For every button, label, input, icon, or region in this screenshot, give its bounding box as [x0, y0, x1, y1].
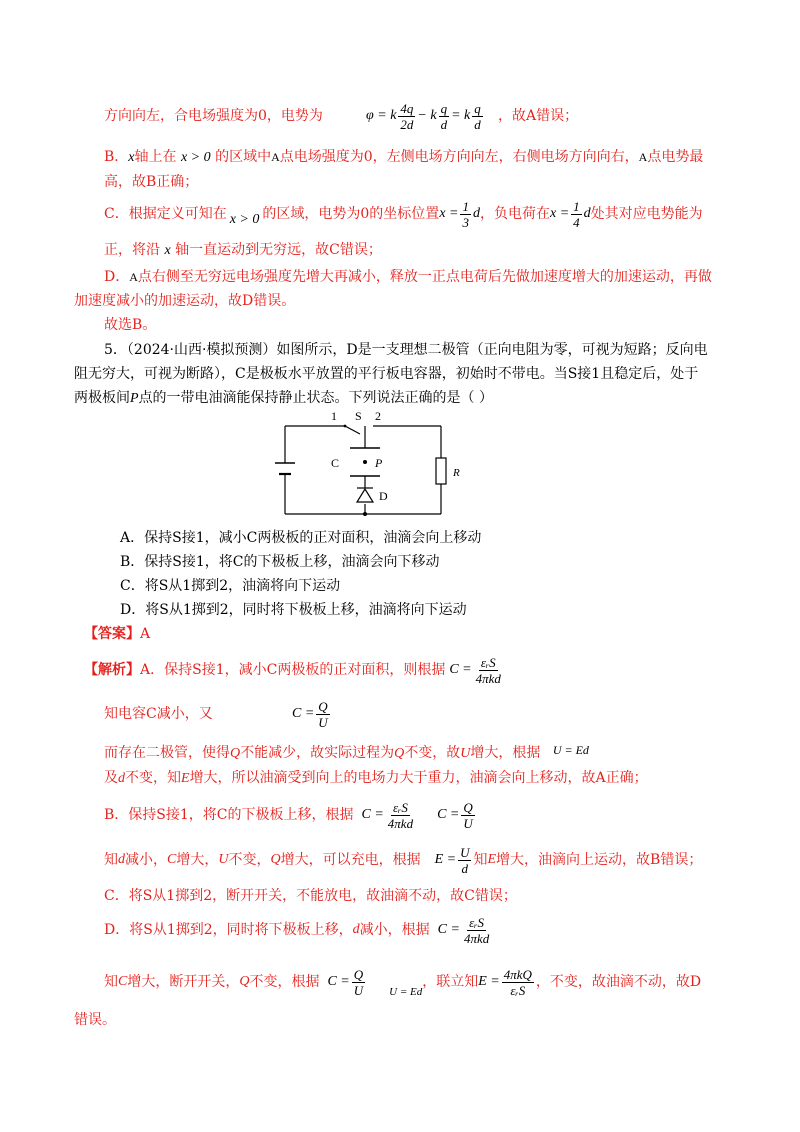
den: 4πkd: [475, 670, 501, 686]
math-C-eq: C =: [437, 807, 460, 822]
math-P: P: [130, 391, 139, 406]
answer-line: [84, 624, 150, 644]
text: D．将S从1掷到2，同时将下极板上移，油滴将向下运动: [120, 602, 467, 618]
text: B．保持S接1，将C的下极板上移，油滴会向下移动: [120, 554, 440, 570]
text: 点的一带电油滴能保持静止状态。下列说法正确的是（ ）: [138, 390, 494, 406]
text: D．: [104, 269, 130, 285]
fraction: [474, 655, 503, 686]
math-E: E: [181, 771, 190, 786]
den: 4πkd: [463, 930, 490, 946]
analysis-line-3: [104, 743, 589, 764]
den: U: [463, 815, 473, 831]
text: 正，将沿: [104, 242, 160, 258]
fraction: [502, 967, 534, 998]
question-5-line-2: [74, 364, 698, 384]
num: U: [460, 844, 470, 860]
math-Q: Q: [230, 746, 241, 761]
text: 减小，根据: [359, 922, 430, 938]
math-Q: Q: [270, 852, 281, 867]
text: 不变，故: [404, 745, 461, 761]
analysis-line-8: [104, 910, 493, 950]
math-U-eq-Ed: U = Ed: [552, 743, 589, 757]
math-d: d: [118, 852, 125, 867]
analysis-line-9: [104, 960, 701, 1004]
den: 4: [573, 214, 580, 230]
text-line-5: [104, 240, 382, 261]
math-Q: Q: [394, 746, 405, 761]
question-5-line-3: [74, 388, 493, 409]
den: d: [461, 860, 469, 876]
option-A: [120, 528, 481, 548]
num: q: [474, 100, 481, 116]
switch-pivot: [344, 425, 347, 428]
question-5-line-1: [104, 340, 708, 360]
fraction: [461, 800, 474, 831]
text: C．根据定义可知在: [104, 206, 227, 222]
text: 及: [104, 770, 118, 786]
answer-value: A: [140, 626, 151, 642]
math-A: A: [271, 150, 280, 164]
text: 增大，: [176, 852, 219, 868]
analysis-line-10: [74, 1010, 116, 1030]
text: 5．（2024·山西·模拟预测）如图所示，D是一支理想二极管（正向电阻为零，可视为短路；反向电: [104, 342, 708, 358]
label-1: 1: [331, 409, 337, 423]
text-line-3: [104, 172, 198, 192]
option-D: [120, 600, 467, 620]
math-U: U: [218, 852, 229, 867]
fraction: [316, 699, 329, 730]
text: A．保持S接1，减小C两极板的正对面积，油滴会向上移动: [120, 530, 482, 546]
text: 两极板间: [74, 390, 130, 406]
num: Q: [318, 698, 328, 714]
num: εᵣS: [393, 799, 408, 815]
math-U: U: [460, 746, 471, 761]
text: 加速度减小的加速运动，故D错误。: [74, 293, 296, 309]
math-Q: Q: [239, 974, 250, 989]
fraction: [571, 199, 582, 230]
text-line-8: [104, 315, 156, 335]
text: 方向向左，合电场强度为0，电势为: [104, 108, 323, 124]
math-d: d: [352, 922, 360, 937]
text: B．保持S接1，将C的下极板上移，根据: [104, 807, 354, 823]
math-x-eq: x =: [439, 206, 459, 221]
text: 的区域，电势为0的坐标位置: [262, 206, 440, 222]
text-line-6: [104, 267, 712, 287]
text-line-1b: [498, 106, 578, 126]
num: 1: [462, 198, 469, 214]
math-x-gt-0: x > 0: [229, 212, 260, 227]
text: 点电场强度为0，左侧电场方向向左，右侧电场方向向右，: [279, 149, 639, 165]
math-E-eq: E =: [478, 974, 500, 989]
fraction: [460, 199, 471, 230]
math-d: d: [118, 771, 125, 786]
fraction: [458, 845, 471, 876]
label-2: 2: [375, 409, 381, 423]
text: 不能减少，故实际过程为: [240, 745, 395, 761]
math-x-gt-0: x > 0: [180, 150, 211, 165]
text-line-1: [104, 106, 323, 126]
text: 增大，根据: [470, 745, 541, 761]
text: 轴上在: [134, 149, 177, 165]
math-E: E: [487, 852, 497, 867]
math-C: C: [118, 974, 128, 989]
text: 而存在二极管，使得: [104, 745, 230, 761]
math-U-eq-Ed: U = Ed: [389, 986, 423, 998]
text: ，不变，故油滴不动，故D: [535, 974, 702, 990]
analysis-line-6: [104, 840, 702, 880]
text: 故选B。: [104, 317, 157, 333]
fraction: [439, 101, 450, 132]
text: 增大，油滴向上运动，故B错误；: [496, 852, 703, 868]
math-C-eq: C =: [292, 706, 315, 721]
label-S: S: [355, 409, 362, 423]
math-C-eq: C =: [327, 974, 350, 989]
text: 增大，断开开关，: [127, 974, 240, 990]
num: 4q: [400, 100, 414, 116]
math-E-eq: E =: [434, 852, 457, 867]
junction-dot: [363, 512, 367, 516]
den: d: [474, 116, 481, 132]
text: 知电容C减小，又: [104, 706, 213, 722]
text: 高，故B正确；: [104, 174, 199, 190]
answer-tag: 【答案】: [84, 626, 140, 642]
label-C: C: [331, 456, 340, 470]
math-A: A: [638, 150, 648, 164]
math-C-eq: C =: [449, 662, 472, 677]
num: q: [440, 100, 448, 116]
math-d: d: [583, 206, 591, 221]
text: D．将S从1掷到2，同时将下极板上移，: [104, 922, 353, 938]
den: εᵣS: [510, 982, 526, 998]
text: 减小，: [125, 852, 167, 868]
text: 阻无穷大，可视为断路），C是极板水平放置的平行板电容器，初始时不带电。当S接1且稳定后，处于: [74, 366, 699, 382]
fraction: [472, 101, 483, 132]
text: 不变，知: [125, 770, 181, 786]
fraction: [462, 915, 491, 946]
math-d: d: [472, 206, 480, 221]
num: Q: [463, 799, 473, 815]
den: 4πkd: [387, 815, 414, 831]
text: 知: [104, 974, 118, 990]
den: U: [353, 982, 364, 998]
label-D: D: [379, 489, 388, 503]
text: 点电势最: [647, 149, 704, 165]
math-x-eq: x =: [549, 206, 570, 221]
text: 增大，所以油滴受到向上的电场力大于重力，油滴会向上移动，故A正确；: [189, 770, 648, 786]
text: 不变，根据: [249, 974, 320, 990]
math-C: C: [167, 852, 177, 867]
text: A．保持S接1，减小C两极板的正对面积，则根据: [140, 662, 446, 678]
text: 知: [473, 852, 488, 868]
num: εᵣS: [469, 914, 484, 930]
circuit-diagram: [265, 408, 465, 518]
den: d: [440, 116, 448, 132]
math-A: A: [129, 270, 138, 284]
formula-potential: [366, 98, 485, 134]
fraction: [398, 101, 415, 132]
option-C: [120, 576, 340, 596]
den: 2d: [400, 116, 414, 132]
text: C．将S从1掷到2，油滴将向下运动: [120, 578, 341, 594]
analysis-line-5: [104, 795, 477, 835]
math-minus-k: − k: [417, 108, 437, 123]
math-x: x: [164, 243, 171, 258]
text: ，负电荷在: [479, 206, 550, 222]
analysis-line-7: [104, 886, 517, 906]
text: 知: [104, 852, 118, 868]
num: 4πkQ: [503, 966, 532, 982]
label-P: P: [375, 456, 383, 470]
fraction: [386, 800, 415, 831]
math-phi: φ = k: [366, 108, 397, 123]
option-B: [120, 552, 440, 572]
math-eq-k: = k: [451, 108, 471, 123]
droplet-point-P: [363, 460, 367, 464]
analysis-tag: 【解析】: [84, 662, 140, 678]
math-C-eq: C =: [361, 807, 384, 822]
math-x: x: [128, 150, 135, 165]
text-line-4: [104, 196, 703, 232]
text-line-2: [104, 147, 703, 168]
text: ，联立知: [422, 974, 479, 990]
text: 错误。: [74, 1012, 116, 1028]
text: ，故A错误；: [498, 108, 579, 124]
analysis-line-1: [84, 650, 505, 690]
den: 3: [462, 214, 469, 230]
num: Q: [353, 966, 364, 982]
text: 轴一直运动到无穷远，故C错误；: [175, 242, 382, 258]
den: U: [318, 714, 328, 730]
num: εᵣS: [480, 654, 496, 670]
analysis-line-2: [104, 704, 213, 724]
num: 1: [573, 198, 580, 214]
formula-C-QU: [292, 694, 332, 734]
text: 的区域中: [215, 149, 272, 165]
math-C-eq: C =: [437, 922, 460, 937]
text: B．: [104, 149, 129, 165]
text: 处其对应电势能为: [590, 206, 703, 222]
fraction: [352, 967, 365, 998]
text-line-7: [74, 291, 295, 311]
text: 增大，可以充电，根据: [280, 852, 421, 868]
text: C．将S从1掷到2，断开开关，不能放电，故油滴不动，故C错误；: [104, 888, 517, 904]
label-R: R: [453, 467, 460, 479]
text: 不变，: [228, 852, 271, 868]
text: 点右侧至无穷远电场强度先增大再减小，释放一正点电荷后先做加速度增大的加速运动，再做: [137, 269, 712, 285]
analysis-line-4: [104, 768, 648, 789]
